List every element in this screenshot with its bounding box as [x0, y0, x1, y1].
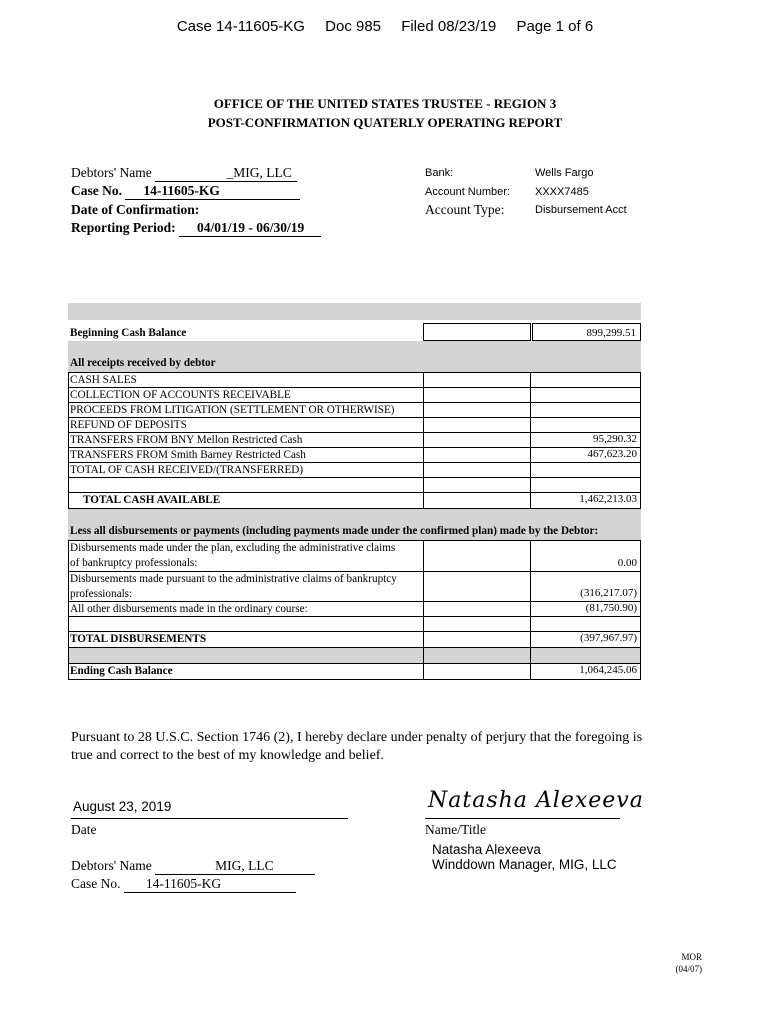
ending-col1 — [423, 664, 531, 679]
footer-debtor-name-value: MIG, LLC — [155, 858, 315, 875]
court-header — [0, 18, 770, 35]
receipt-col1 — [423, 373, 531, 387]
receipt-total-label: TOTAL OF CASH RECEIVED/(TRANSFERRED) — [70, 464, 304, 476]
bank-label: Bank: — [425, 167, 454, 179]
period-label: Reporting Period: — [71, 220, 176, 235]
signature-line — [425, 818, 620, 819]
receipt-value — [532, 373, 641, 387]
ending-balance-label: Ending Cash Balance — [70, 665, 173, 677]
date-label: Date — [71, 822, 97, 837]
ending-balance-row — [68, 663, 641, 680]
confirmation-label: Date of Confirmation: — [71, 202, 200, 217]
period-row — [71, 220, 321, 237]
declaration-line2: true and correct to the best of my knowledge and belief. — [71, 748, 384, 763]
disb-other-value: (81,750.90) — [585, 602, 637, 614]
account-label: Account Number: — [425, 186, 510, 198]
declaration-line1: Pursuant to 28 U.S.C. Section 1746 (2), I hereby declare under penalty of perjury that the foregoing is — [71, 730, 643, 745]
total-available-value: 1,462,213.03 — [579, 493, 637, 505]
receipt-total-value — [532, 463, 641, 477]
total-available-row — [68, 493, 641, 509]
account-type-value: Disbursement Acct — [535, 204, 627, 216]
beginning-balance-label: Beginning Cash Balance — [70, 327, 187, 339]
receipt-row — [68, 418, 641, 433]
bank-value: Wells Fargo — [535, 167, 594, 179]
date-line — [71, 818, 348, 819]
form-id: MOR — [681, 952, 702, 962]
debtor-name-label: Debtors' Name — [71, 165, 152, 180]
receipt-row — [68, 403, 641, 418]
band — [68, 648, 641, 663]
blank-row — [68, 617, 641, 632]
receipt-col1 — [423, 388, 531, 402]
receipt-row — [68, 373, 641, 388]
receipt-label: TRANSFERS FROM Smith Barney Restricted Cash — [70, 449, 306, 461]
period-value: 04/01/19 - 06/30/19 — [179, 220, 321, 237]
ledger-top-band — [68, 303, 641, 320]
cash-ledger — [68, 303, 641, 680]
account-value: XXXX7485 — [535, 186, 589, 198]
receipt-col1 — [423, 418, 531, 432]
form-revision: (04/07) — [675, 964, 702, 974]
blank-col1 — [423, 478, 531, 492]
receipt-label: COLLECTION OF ACCOUNTS RECEIVABLE — [70, 389, 291, 401]
signer-name: Natasha Alexeeva — [432, 842, 541, 857]
disb-other-col1 — [423, 602, 531, 616]
receipts-heading: All receipts received by debtor — [70, 357, 216, 369]
disb-plan-value: 0.00 — [617, 557, 637, 569]
receipts-heading-row — [68, 356, 641, 373]
receipt-col1 — [423, 403, 531, 417]
total-available-label: TOTAL CASH AVAILABLE — [83, 494, 221, 506]
disb-plan-row — [68, 541, 641, 572]
ending-balance-value: 1,064,245.06 — [579, 664, 637, 676]
band-col1 — [423, 648, 531, 663]
receipt-value — [532, 403, 641, 417]
account-type-label: Account Type: — [425, 202, 505, 217]
report-title-line2: POST-CONFIRMATION QUATERLY OPERATING REPORT — [207, 115, 563, 130]
disb-other-row — [68, 602, 641, 617]
receipt-row — [68, 388, 641, 403]
receipt-value: 467,623.20 — [587, 448, 637, 460]
total-disbursements-row — [68, 632, 641, 648]
case-number: Case 14-11605-KG — [176, 18, 305, 35]
receipt-label: CASH SALES — [70, 374, 137, 386]
disb-admin-label: Disbursements made pursuant to the administrative claims of bankruptcy professionals: — [70, 573, 397, 600]
beginning-balance-row — [68, 323, 641, 341]
disb-other-label: All other disbursements made in the ordinary course: — [70, 603, 308, 615]
receipt-total-row — [68, 463, 641, 478]
footer-case-row — [71, 876, 296, 893]
receipt-col1 — [423, 448, 531, 462]
receipt-value — [532, 418, 641, 432]
case-row — [71, 183, 300, 200]
band — [68, 509, 641, 522]
disbursements-heading: Less all disbursements or payments (including payments made under the confirmed plan) made by the Debtor: — [70, 525, 599, 537]
signer-title: Winddown Manager, MIG, LLC — [432, 857, 617, 872]
filed-date: Filed 08/23/19 — [401, 18, 497, 35]
name-title-label: Name/Title — [425, 822, 487, 837]
beginning-balance-value: 899,299.51 — [532, 323, 641, 341]
disb-admin-row — [68, 572, 641, 602]
footer-case-value: 14-11605-KG — [124, 876, 296, 893]
footer-debtor-name-row — [71, 858, 315, 875]
receipt-value — [532, 388, 641, 402]
page-indicator: Page 1 of 6 — [516, 18, 594, 35]
disb-heading-row — [68, 522, 641, 541]
date-value: August 23, 2019 — [73, 799, 172, 814]
blank-row — [68, 478, 641, 493]
doc-number: Doc 985 — [325, 18, 382, 35]
receipt-label: REFUND OF DEPOSITS — [70, 419, 187, 431]
total-disbursements-value: (397,967.97) — [580, 632, 637, 644]
receipt-col1 — [423, 433, 531, 447]
debtor-name-value: _MIG, LLC — [155, 165, 297, 182]
band — [68, 341, 641, 356]
receipt-label: TRANSFERS FROM BNY Mellon Restricted Cash — [70, 434, 303, 446]
footer-debtor-name-label: Debtors' Name — [71, 858, 152, 873]
disb-admin-col1 — [423, 572, 531, 601]
disb-plan-col1 — [423, 541, 531, 571]
receipt-row — [68, 448, 641, 463]
blank-col1 — [423, 617, 531, 631]
receipt-value: 95,290.32 — [593, 433, 637, 445]
disb-admin-value: (316,217.07) — [580, 587, 637, 599]
total-disb-col1 — [423, 632, 531, 647]
beginning-col1 — [423, 323, 531, 341]
case-label: Case No. — [71, 183, 122, 198]
receipt-label: PROCEEDS FROM LITIGATION (SETTLEMENT OR OTHERWISE) — [70, 404, 395, 416]
receipt-col1 — [423, 463, 531, 477]
footer-case-label: Case No. — [71, 876, 121, 891]
report-title-line1: OFFICE OF THE UNITED STATES TRUSTEE - REGION 3 — [213, 96, 557, 111]
case-value: 14-11605-KG — [125, 183, 300, 200]
handwritten-signature: Natasha Alexeeva — [428, 788, 644, 813]
total-available-col1 — [423, 493, 531, 508]
debtor-name-row — [71, 165, 297, 182]
receipt-row — [68, 433, 641, 448]
disb-plan-label: Disbursements made under the plan, excluding the administrative claims of bankruptcy professionals: — [70, 542, 396, 569]
total-disbursements-label: TOTAL DISBURSEMENTS — [70, 633, 207, 645]
